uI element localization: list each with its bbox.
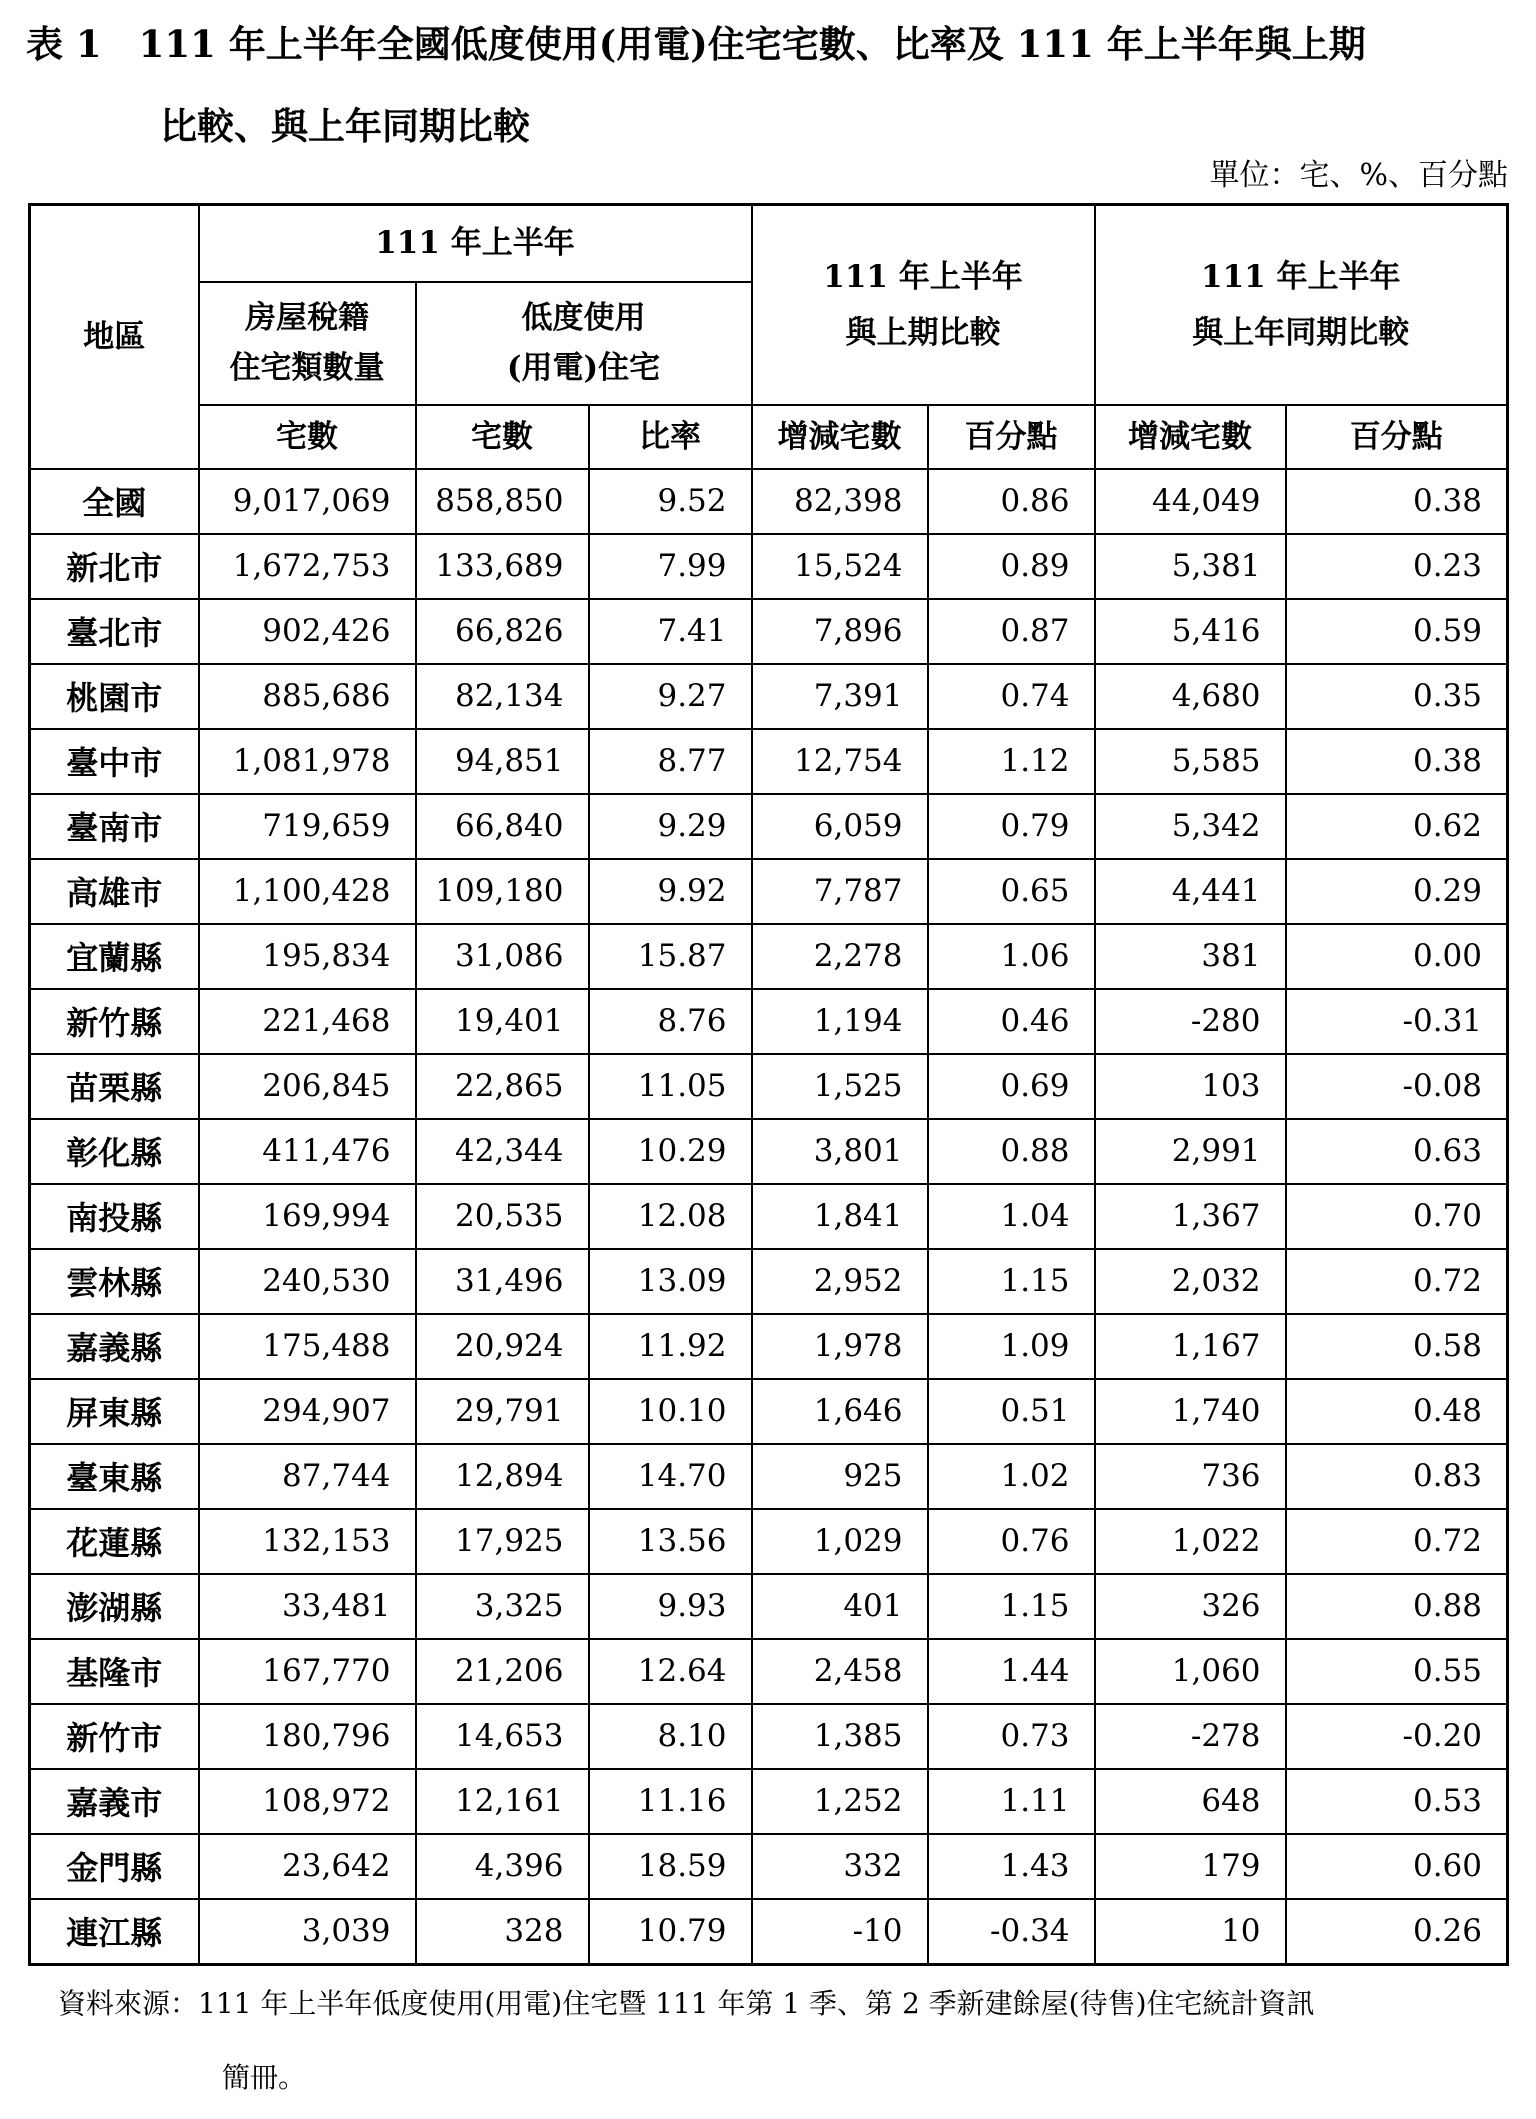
- value-cell: 1.11: [928, 1769, 1095, 1834]
- value-cell: 13.56: [589, 1509, 752, 1574]
- value-cell: 1.43: [928, 1834, 1095, 1899]
- subheader-ratio: 比率: [589, 405, 752, 469]
- value-cell: 10.10: [589, 1379, 752, 1444]
- value-cell: 0.23: [1286, 534, 1508, 599]
- region-cell: 花蓮縣: [30, 1509, 199, 1574]
- table-row: [30, 859, 1508, 924]
- value-cell: 5,585: [1095, 729, 1286, 794]
- value-cell: 6,059: [752, 794, 928, 859]
- value-cell: 1.04: [928, 1184, 1095, 1249]
- region-cell: 金門縣: [30, 1834, 199, 1899]
- header-housing-stock: [199, 282, 416, 405]
- value-cell: 736: [1095, 1444, 1286, 1509]
- value-cell: 3,325: [416, 1574, 589, 1639]
- table-row: [30, 1639, 1508, 1704]
- value-cell: 9.27: [589, 664, 752, 729]
- table-row: [30, 599, 1508, 664]
- header-low-usage-line1: 低度使用: [521, 300, 646, 336]
- value-cell: 33,481: [199, 1574, 416, 1639]
- subheader-change-1: 增減宅數: [752, 405, 928, 469]
- value-cell: 12,754: [752, 729, 928, 794]
- value-cell: 169,994: [199, 1184, 416, 1249]
- region-cell: 桃園市: [30, 664, 199, 729]
- value-cell: 4,396: [416, 1834, 589, 1899]
- header-group-vs-previous-line2: 與上期比較: [845, 314, 1001, 351]
- value-cell: 0.89: [928, 534, 1095, 599]
- value-cell: 4,441: [1095, 859, 1286, 924]
- value-cell: 1.12: [928, 729, 1095, 794]
- value-cell: 109,180: [416, 859, 589, 924]
- header-housing-stock-line2: 住宅類數量: [229, 350, 385, 386]
- value-cell: 0.87: [928, 599, 1095, 664]
- source-note-line2: 簡冊。: [222, 2061, 307, 2094]
- table-row: [30, 534, 1508, 599]
- value-cell: 925: [752, 1444, 928, 1509]
- value-cell: 8.77: [589, 729, 752, 794]
- value-cell: 1,081,978: [199, 729, 416, 794]
- value-cell: -280: [1095, 989, 1286, 1054]
- value-cell: 1.06: [928, 924, 1095, 989]
- table-row: [30, 1704, 1508, 1769]
- value-cell: 0.74: [928, 664, 1095, 729]
- subheader-points-2: 百分點: [1286, 405, 1508, 469]
- value-cell: 0.58: [1286, 1314, 1508, 1379]
- value-cell: 885,686: [199, 664, 416, 729]
- table-row: [30, 469, 1508, 534]
- value-cell: 0.88: [1286, 1574, 1508, 1639]
- value-cell: 0.79: [928, 794, 1095, 859]
- source-note-line1: 資料來源：111 年上半年低度使用(用電)住宅暨 111 年第 1 季、第 2 季新建餘屋(待售)住宅統計資訊: [58, 1987, 1315, 2020]
- value-cell: 411,476: [199, 1119, 416, 1184]
- value-cell: 1,740: [1095, 1379, 1286, 1444]
- value-cell: 22,865: [416, 1054, 589, 1119]
- value-cell: 15,524: [752, 534, 928, 599]
- value-cell: 902,426: [199, 599, 416, 664]
- table-row: [30, 1249, 1508, 1314]
- value-cell: 1,167: [1095, 1314, 1286, 1379]
- value-cell: 87,744: [199, 1444, 416, 1509]
- value-cell: 1,672,753: [199, 534, 416, 599]
- value-cell: 326: [1095, 1574, 1286, 1639]
- value-cell: 9.29: [589, 794, 752, 859]
- region-cell: 臺南市: [30, 794, 199, 859]
- value-cell: 0.38: [1286, 469, 1508, 534]
- value-cell: 1.02: [928, 1444, 1095, 1509]
- value-cell: 31,496: [416, 1249, 589, 1314]
- table-row: [30, 1834, 1508, 1899]
- value-cell: 294,907: [199, 1379, 416, 1444]
- table-title-line1: 表 1 111 年上半年全國低度使用(用電)住宅宅數、比率及 111 年上半年與上期: [26, 22, 1366, 66]
- value-cell: 2,952: [752, 1249, 928, 1314]
- value-cell: 19,401: [416, 989, 589, 1054]
- subheader-points-1: 百分點: [928, 405, 1095, 469]
- region-cell: 雲林縣: [30, 1249, 199, 1314]
- value-cell: 1,385: [752, 1704, 928, 1769]
- value-cell: 1,194: [752, 989, 928, 1054]
- value-cell: 7,391: [752, 664, 928, 729]
- value-cell: 7.41: [589, 599, 752, 664]
- value-cell: 328: [416, 1899, 589, 1965]
- value-cell: 381: [1095, 924, 1286, 989]
- value-cell: 2,032: [1095, 1249, 1286, 1314]
- region-cell: 彰化縣: [30, 1119, 199, 1184]
- value-cell: 0.59: [1286, 599, 1508, 664]
- value-cell: 8.76: [589, 989, 752, 1054]
- value-cell: 1,060: [1095, 1639, 1286, 1704]
- value-cell: 11.05: [589, 1054, 752, 1119]
- value-cell: -0.31: [1286, 989, 1508, 1054]
- value-cell: 0.63: [1286, 1119, 1508, 1184]
- table-row: [30, 1509, 1508, 1574]
- region-cell: 全國: [30, 469, 199, 534]
- subheader-change-2: 增減宅數: [1095, 405, 1286, 469]
- value-cell: 0.72: [1286, 1509, 1508, 1574]
- value-cell: 1,100,428: [199, 859, 416, 924]
- header-low-usage-line2: (用電)住宅: [506, 350, 661, 386]
- value-cell: -0.34: [928, 1899, 1095, 1965]
- value-cell: 0.86: [928, 469, 1095, 534]
- value-cell: 1.44: [928, 1639, 1095, 1704]
- value-cell: 7,787: [752, 859, 928, 924]
- value-cell: 4,680: [1095, 664, 1286, 729]
- table-row: [30, 924, 1508, 989]
- value-cell: 0.88: [928, 1119, 1095, 1184]
- value-cell: 133,689: [416, 534, 589, 599]
- table-row: [30, 1119, 1508, 1184]
- value-cell: 9,017,069: [199, 469, 416, 534]
- value-cell: 17,925: [416, 1509, 589, 1574]
- value-cell: 132,153: [199, 1509, 416, 1574]
- header-group-vs-last-year-line2: 與上年同期比較: [1192, 314, 1410, 351]
- region-cell: 臺東縣: [30, 1444, 199, 1509]
- table-row: [30, 1184, 1508, 1249]
- value-cell: 82,134: [416, 664, 589, 729]
- value-cell: 0.72: [1286, 1249, 1508, 1314]
- value-cell: 8.10: [589, 1704, 752, 1769]
- value-cell: 5,342: [1095, 794, 1286, 859]
- value-cell: 1.09: [928, 1314, 1095, 1379]
- value-cell: 401: [752, 1574, 928, 1639]
- region-cell: 連江縣: [30, 1899, 199, 1965]
- region-cell: 澎湖縣: [30, 1574, 199, 1639]
- value-cell: 0.83: [1286, 1444, 1508, 1509]
- value-cell: 82,398: [752, 469, 928, 534]
- value-cell: 14.70: [589, 1444, 752, 1509]
- region-cell: 新竹市: [30, 1704, 199, 1769]
- value-cell: 18.59: [589, 1834, 752, 1899]
- value-cell: 1,029: [752, 1509, 928, 1574]
- table-row: [30, 1314, 1508, 1379]
- header-low-usage: [416, 282, 752, 405]
- value-cell: 2,278: [752, 924, 928, 989]
- value-cell: 0.76: [928, 1509, 1095, 1574]
- value-cell: 9.52: [589, 469, 752, 534]
- value-cell: 1.15: [928, 1249, 1095, 1314]
- value-cell: 206,845: [199, 1054, 416, 1119]
- value-cell: 167,770: [199, 1639, 416, 1704]
- value-cell: 10.79: [589, 1899, 752, 1965]
- value-cell: 332: [752, 1834, 928, 1899]
- value-cell: 1,252: [752, 1769, 928, 1834]
- value-cell: 175,488: [199, 1314, 416, 1379]
- table-row: [30, 1899, 1508, 1965]
- table-row: [30, 1574, 1508, 1639]
- value-cell: 10: [1095, 1899, 1286, 1965]
- region-cell: 苗栗縣: [30, 1054, 199, 1119]
- value-cell: 103: [1095, 1054, 1286, 1119]
- value-cell: 12,161: [416, 1769, 589, 1834]
- table-row: [30, 1054, 1508, 1119]
- value-cell: 5,381: [1095, 534, 1286, 599]
- header-group-vs-last-year-line1: 111 年上半年: [1201, 258, 1401, 295]
- table-row: [30, 1769, 1508, 1834]
- value-cell: -0.20: [1286, 1704, 1508, 1769]
- value-cell: 0.38: [1286, 729, 1508, 794]
- value-cell: 0.51: [928, 1379, 1095, 1444]
- value-cell: -10: [752, 1899, 928, 1965]
- region-cell: 新北市: [30, 534, 199, 599]
- value-cell: 1,978: [752, 1314, 928, 1379]
- value-cell: 858,850: [416, 469, 589, 534]
- region-cell: 屏東縣: [30, 1379, 199, 1444]
- value-cell: 1,525: [752, 1054, 928, 1119]
- value-cell: 0.48: [1286, 1379, 1508, 1444]
- value-cell: 0.29: [1286, 859, 1508, 924]
- value-cell: 719,659: [199, 794, 416, 859]
- value-cell: 12,894: [416, 1444, 589, 1509]
- region-cell: 宜蘭縣: [30, 924, 199, 989]
- value-cell: 20,535: [416, 1184, 589, 1249]
- header-region: 地區: [30, 205, 199, 469]
- value-cell: 0.69: [928, 1054, 1095, 1119]
- table-row: [30, 729, 1508, 794]
- value-cell: 7.99: [589, 534, 752, 599]
- value-cell: 11.16: [589, 1769, 752, 1834]
- value-cell: 23,642: [199, 1834, 416, 1899]
- value-cell: 2,991: [1095, 1119, 1286, 1184]
- value-cell: 0.55: [1286, 1639, 1508, 1704]
- value-cell: 29,791: [416, 1379, 589, 1444]
- region-cell: 新竹縣: [30, 989, 199, 1054]
- table-row: [30, 1379, 1508, 1444]
- table-row: [30, 989, 1508, 1054]
- region-cell: 基隆市: [30, 1639, 199, 1704]
- value-cell: 10.29: [589, 1119, 752, 1184]
- value-cell: 94,851: [416, 729, 589, 794]
- value-cell: 66,840: [416, 794, 589, 859]
- value-cell: 15.87: [589, 924, 752, 989]
- value-cell: 9.93: [589, 1574, 752, 1639]
- value-cell: 14,653: [416, 1704, 589, 1769]
- value-cell: 0.70: [1286, 1184, 1508, 1249]
- table-row: [30, 1444, 1508, 1509]
- value-cell: -0.08: [1286, 1054, 1508, 1119]
- value-cell: 0.00: [1286, 924, 1508, 989]
- value-cell: 1,646: [752, 1379, 928, 1444]
- value-cell: 2,458: [752, 1639, 928, 1704]
- header-housing-stock-line1: 房屋稅籍: [245, 300, 369, 336]
- region-cell: 臺中市: [30, 729, 199, 794]
- value-cell: 5,416: [1095, 599, 1286, 664]
- value-cell: 9.92: [589, 859, 752, 924]
- value-cell: 1,841: [752, 1184, 928, 1249]
- value-cell: 0.62: [1286, 794, 1508, 859]
- subheader-count-1: 宅數: [199, 405, 416, 469]
- value-cell: 0.73: [928, 1704, 1095, 1769]
- value-cell: 108,972: [199, 1769, 416, 1834]
- header-group-vs-last-year: [1095, 205, 1508, 405]
- value-cell: 221,468: [199, 989, 416, 1054]
- value-cell: 20,924: [416, 1314, 589, 1379]
- value-cell: 3,039: [199, 1899, 416, 1965]
- value-cell: 0.60: [1286, 1834, 1508, 1899]
- value-cell: 0.65: [928, 859, 1095, 924]
- value-cell: 66,826: [416, 599, 589, 664]
- subheader-count-2: 宅數: [416, 405, 589, 469]
- unit-note: 單位：宅、%、百分點: [1209, 158, 1508, 193]
- value-cell: 21,206: [416, 1639, 589, 1704]
- region-cell: 臺北市: [30, 599, 199, 664]
- value-cell: 179: [1095, 1834, 1286, 1899]
- value-cell: 3,801: [752, 1119, 928, 1184]
- data-table: [28, 203, 1509, 1966]
- value-cell: 240,530: [199, 1249, 416, 1314]
- value-cell: 195,834: [199, 924, 416, 989]
- table-row: [30, 794, 1508, 859]
- region-cell: 嘉義縣: [30, 1314, 199, 1379]
- table-row: [30, 664, 1508, 729]
- header-group-111h1: 111 年上半年: [199, 205, 752, 282]
- value-cell: 31,086: [416, 924, 589, 989]
- value-cell: 42,344: [416, 1119, 589, 1184]
- value-cell: -278: [1095, 1704, 1286, 1769]
- value-cell: 1,022: [1095, 1509, 1286, 1574]
- value-cell: 648: [1095, 1769, 1286, 1834]
- value-cell: 11.92: [589, 1314, 752, 1379]
- region-cell: 南投縣: [30, 1184, 199, 1249]
- header-group-vs-previous: [752, 205, 1095, 405]
- header-group-vs-previous-line1: 111 年上半年: [823, 258, 1023, 295]
- region-cell: 高雄市: [30, 859, 199, 924]
- value-cell: 13.09: [589, 1249, 752, 1314]
- value-cell: 1,367: [1095, 1184, 1286, 1249]
- value-cell: 1.15: [928, 1574, 1095, 1639]
- value-cell: 7,896: [752, 599, 928, 664]
- value-cell: 0.46: [928, 989, 1095, 1054]
- table-title-line2: 比較、與上年同期比較: [160, 104, 530, 148]
- value-cell: 0.26: [1286, 1899, 1508, 1965]
- region-cell: 嘉義市: [30, 1769, 199, 1834]
- value-cell: 12.64: [589, 1639, 752, 1704]
- value-cell: 12.08: [589, 1184, 752, 1249]
- table-body: [30, 469, 1508, 1965]
- value-cell: 0.53: [1286, 1769, 1508, 1834]
- value-cell: 0.35: [1286, 664, 1508, 729]
- value-cell: 44,049: [1095, 469, 1286, 534]
- value-cell: 180,796: [199, 1704, 416, 1769]
